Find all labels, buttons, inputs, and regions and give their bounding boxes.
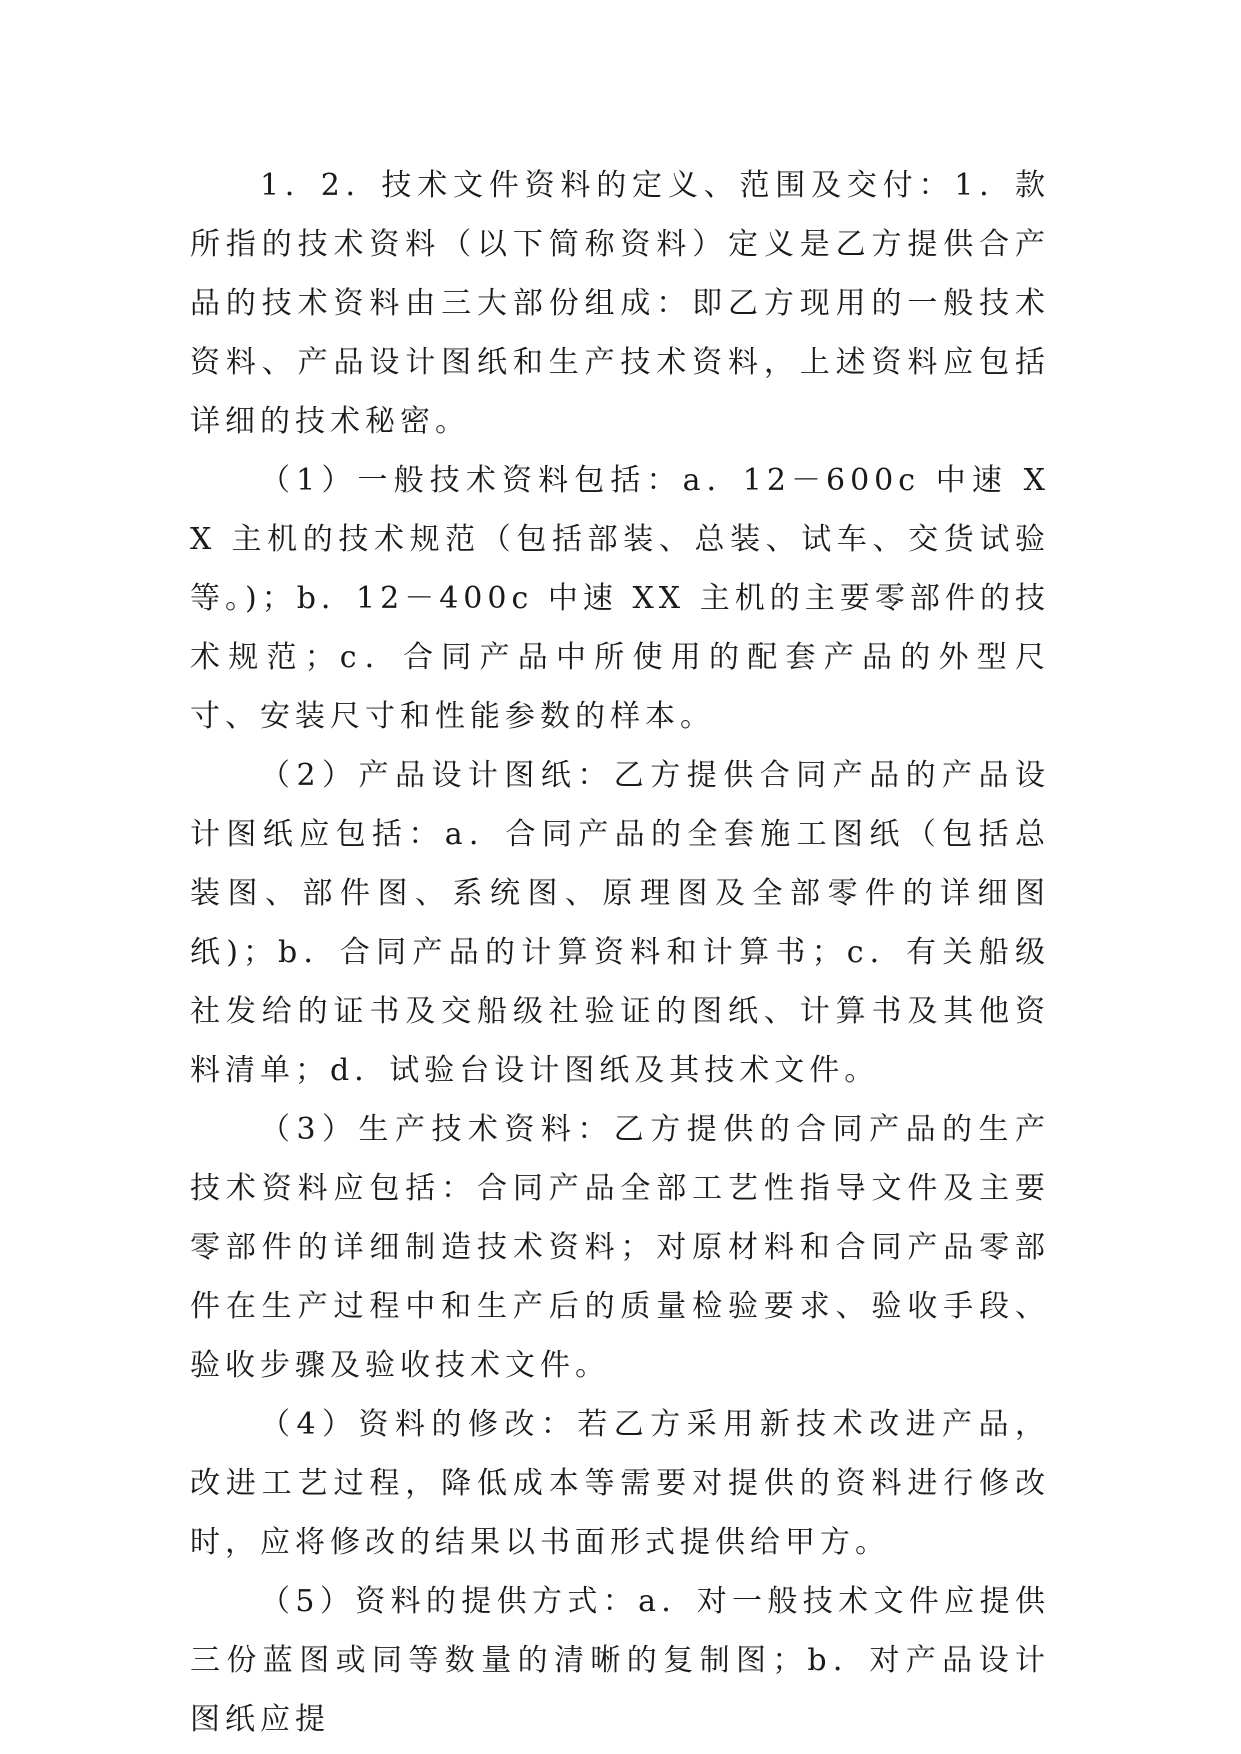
paragraph-general-technical-data: （1）一般技术资料包括：a．12－600c 中速 XX 主机的技术规范（包括部装、总装、试车、交货试验等。)；b．12－400c 中速 XX 主机的主要零部件的技术规范；c．合同产品中所使用的配套产品的外型尺寸、安装尺寸和性能参数的样本。 xyxy=(190,463,1050,734)
document-body xyxy=(190,156,1050,1749)
paragraph-delivery-method: （5）资料的提供方式：a．对一般技术文件应提供三份蓝图或同等数量的清晰的复制图；b．对产品设计图纸应提 xyxy=(190,1584,1050,1737)
paragraph-data-modification: （4）资料的修改：若乙方采用新技术改进产品，改进工艺过程，降低成本等需要对提供的资料进行修改时，应将修改的结果以书面形式提供给甲方。 xyxy=(190,1407,1050,1560)
paragraph-definition: 1．2．技术文件资料的定义、范围及交付：1．款所指的技术资料（以下简称资料）定义是乙方提供合产品的技术资料由三大部份组成：即乙方现用的一般技术资料、产品设计图纸和生产技术资料，上述资料应包括详细的技术秘密。 xyxy=(190,168,1050,439)
paragraph-product-design-drawings: （2）产品设计图纸：乙方提供合同产品的产品设计图纸应包括：a．合同产品的全套施工图纸（包括总装图、部件图、系统图、原理图及全部零件的详细图纸)；b．合同产品的计算资料和计算书；c．有关船级社发给的证书及交船级社验证的图纸、计算书及其他资料清单；d．试验台设计图纸及其技术文件。 xyxy=(190,758,1050,1088)
paragraph-production-technical-data: （3）生产技术资料：乙方提供的合同产品的生产技术资料应包括：合同产品全部工艺性指导文件及主要零部件的详细制造技术资料；对原材料和合同产品零部件在生产过程中和生产后的质量检验要求、验收手段、验收步骤及验收技术文件。 xyxy=(190,1112,1050,1383)
